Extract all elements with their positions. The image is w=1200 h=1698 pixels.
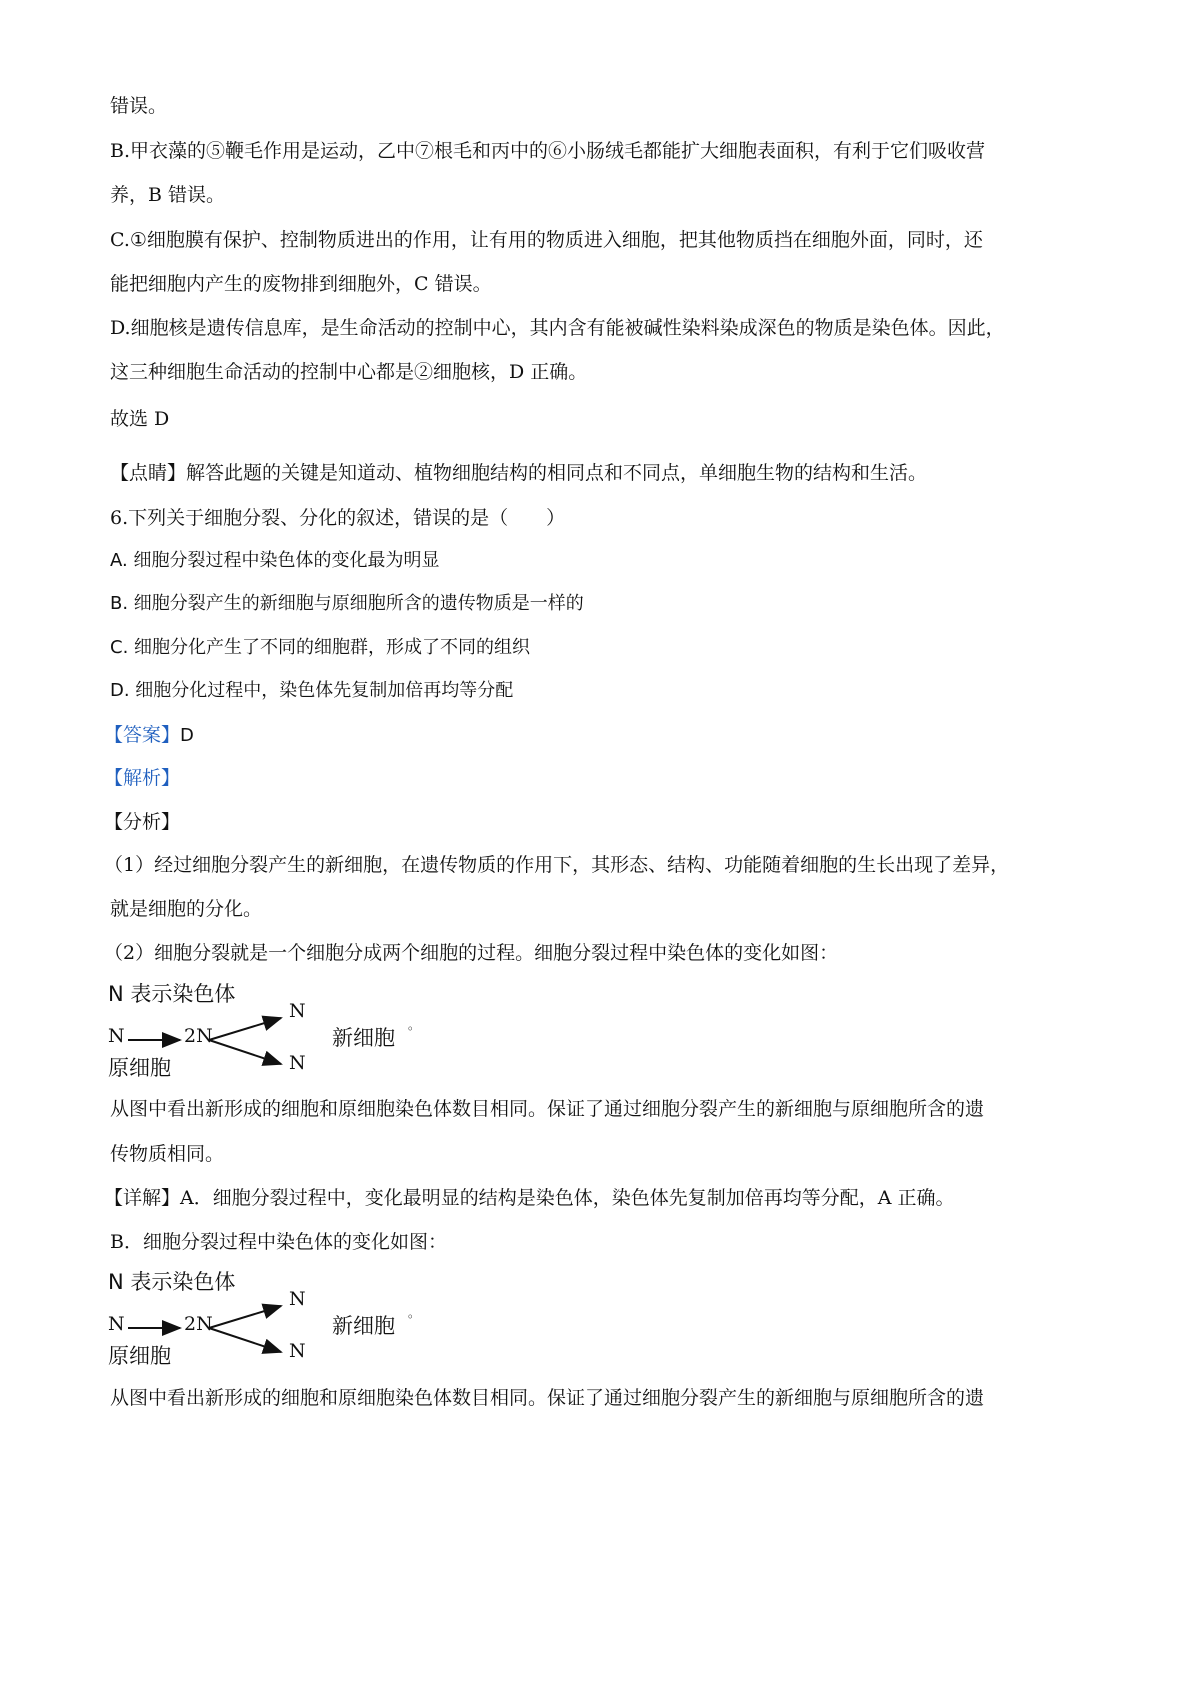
text-line: （2）细胞分裂就是一个细胞分成两个细胞的过程。细胞分裂过程中染色体的变化如图： [104, 942, 839, 964]
diagram-caption: N 表示染色体 [108, 1270, 236, 1294]
chromosome-diagram [108, 978, 438, 1088]
text-line: 从图中看出新形成的细胞和原细胞染色体数目相同。保证了通过细胞分裂产生的新细胞与原细胞所含的遗 [110, 1098, 985, 1120]
answer-label: 【答案】 [104, 724, 181, 746]
arrow-down [209, 1040, 281, 1064]
text-line: 故选 D [110, 408, 170, 430]
text-line: 养，B 错误。 [110, 184, 226, 206]
arrow-down [209, 1328, 281, 1352]
option-a: A. 细胞分裂过程中染色体的变化最为明显 [110, 550, 440, 571]
text-line: 能把细胞内产生的废物排到细胞外，C 错误。 [110, 273, 492, 295]
label-n-down: N [289, 1340, 306, 1362]
fenxi-label: 【分析】 [104, 811, 181, 833]
text-line: 错误。 [110, 95, 168, 117]
label-original-cell: 原细胞 [108, 1056, 171, 1080]
analysis-label: 【解析】 [104, 767, 181, 789]
label-2n: 2N [184, 1313, 213, 1335]
label-n: N [108, 1313, 125, 1335]
arrow-up [209, 1306, 281, 1328]
diagram-caption: N 表示染色体 [108, 982, 236, 1006]
diagram-period: 。 [408, 1306, 421, 1320]
text-line: 从图中看出新形成的细胞和原细胞染色体数目相同。保证了通过细胞分裂产生的新细胞与原细胞所含的遗 [110, 1387, 985, 1409]
arrow-up [209, 1018, 281, 1040]
option-b: B. 细胞分裂产生的新细胞与原细胞所含的遗传物质是一样的 [110, 593, 584, 614]
text-line: 就是细胞的分化。 [110, 898, 263, 920]
label-n-up: N [289, 1000, 306, 1022]
text-line: B.甲衣藻的⑤鞭毛作用是运动，乙中⑦根毛和丙中的⑥小肠绒毛都能扩大细胞表面积，有利于它们吸收营 [110, 140, 986, 162]
chromosome-diagram [108, 1266, 438, 1376]
answer-line [104, 721, 194, 750]
xiangjie-line: 【详解】A．细胞分裂过程中，变化最明显的结构是染色体，染色体先复制加倍再均等分配，A 正确。 [104, 1187, 955, 1209]
label-new-cell: 新细胞 [332, 1026, 395, 1050]
option-d: D. 细胞分化过程中，染色体先复制加倍再均等分配 [110, 680, 514, 701]
answer-value: D [180, 725, 194, 746]
text-line: B．细胞分裂过程中染色体的变化如图： [110, 1231, 447, 1253]
tip-line: 【点睛】解答此题的关键是知道动、植物细胞结构的相同点和不同点，单细胞生物的结构和生活。 [110, 462, 928, 484]
text-line: （1）经过细胞分裂产生的新细胞，在遗传物质的作用下，其形态、结构、功能随着细胞的生长出现了差异， [104, 854, 1010, 876]
label-original-cell: 原细胞 [108, 1344, 171, 1368]
question-6: 6.下列关于细胞分裂、分化的叙述，错误的是（ ） [110, 507, 566, 529]
option-c: C. 细胞分化产生了不同的细胞群，形成了不同的组织 [110, 637, 531, 658]
text-line: D.细胞核是遗传信息库，是生命活动的控制中心，其内含有能被碱性染料染成深色的物质是染色体。因此， [110, 317, 1005, 339]
text-line: 这三种细胞生命活动的控制中心都是②细胞核，D 正确。 [110, 361, 588, 383]
text-line: C.①细胞膜有保护、控制物质进出的作用，让有用的物质进入细胞，把其他物质挡在细胞外面，同时，还 [110, 229, 983, 251]
label-new-cell: 新细胞 [332, 1314, 395, 1338]
label-2n: 2N [184, 1025, 213, 1047]
text-line: 传物质相同。 [110, 1143, 225, 1165]
label-n: N [108, 1025, 125, 1047]
diagram-period: 。 [408, 1018, 421, 1032]
label-n-down: N [289, 1052, 306, 1074]
label-n-up: N [289, 1288, 306, 1310]
